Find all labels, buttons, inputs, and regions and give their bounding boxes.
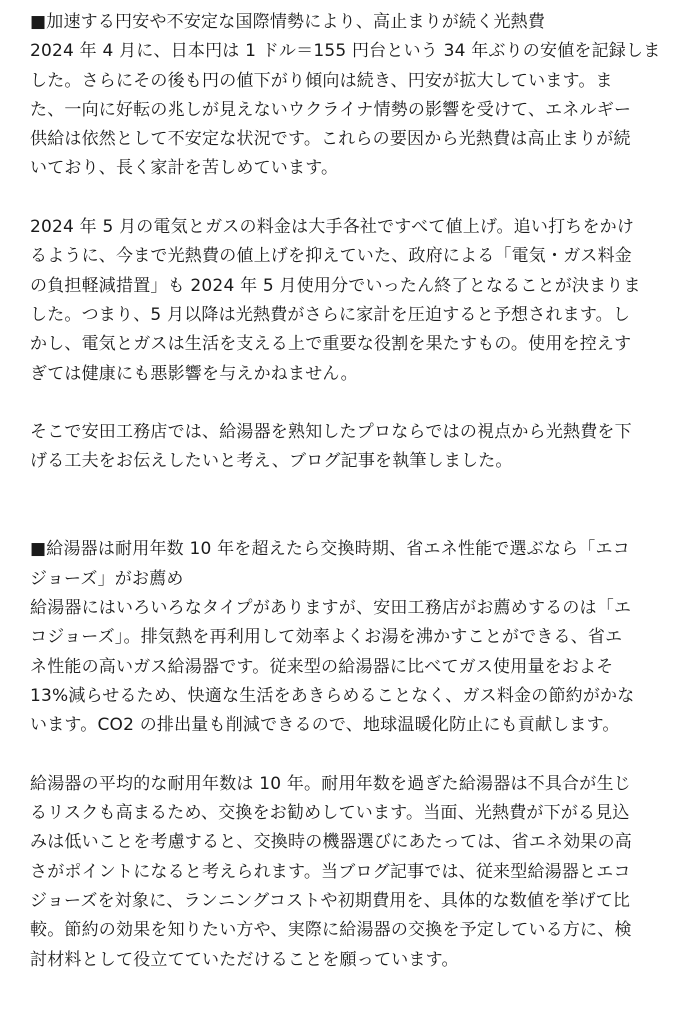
text-line: 供給は依然として不安定な状況です。これらの要因から光熱費は高止まりが続 [30,129,631,150]
text-line: 給湯器にはいろいろなタイプがありますが、安田工務店がお薦めするのは「エ [30,597,632,618]
text-line: かし、電気とガスは生活を支える上で重要な役割を果たすもの。使用を控えす [30,334,632,355]
blank-line [30,184,666,213]
section-electricity-costs [30,8,666,477]
section-heading-continued: ジョーズ」がお薦め [30,568,184,589]
section-gap [30,477,666,536]
text-line: るリスクも高まるため、交換をお勧めしています。当面、光熱費が下がる見込 [30,803,630,824]
text-line: ジョーズを対象に、ランニングコストや初期費用を、具体的な数値を挙げて比 [30,890,631,911]
text-line: げる工夫をお伝えしたいと考え、ブログ記事を執筆しました。 [30,451,513,472]
text-line: た、一向に好転の兆しが見えないウクライナ情勢の影響を受けて、エネルギー [30,99,632,120]
paragraph [30,418,666,477]
text-line: 討材料として役立てていただけることを願っています。 [30,949,459,970]
text-line: ネ性能の高いガス給湯器です。従来型の給湯器に比べてガス使用量をおよそ [30,656,614,677]
text-line: さがポイントになると考えられます。当ブログ記事では、従来型給湯器とエコ [30,861,631,882]
text-line: 2024 年 5 月の電気とガスの料金は大手各社ですべて値上げ。追い打ちをかけ [30,217,635,238]
text-line: ぎては健康にも悪影響を与えかねません。 [30,363,358,384]
text-line: るように、今まで光熱費の値上げを抑えていた、政府による「電気・ガス料金 [30,246,632,267]
text-line: 2024 年 4 月に、日本円は 1 ドル＝155 円台という 34 年ぶりの安値を記録しま [30,41,661,62]
text-line: した。さらにその後も円の値下がり傾向は続き、円安が拡大しています。ま [30,70,613,91]
paragraph [30,37,666,183]
text-line: 13%減らせるため、快適な生活をあきらめることなく、ガス料金の節約がかな [30,685,635,706]
text-line: 較。節約の効果を知りたい方や、実際に給湯器の交換を予定している方に、検 [30,920,632,941]
text-line: コジョーズ」。排気熱を再利用して効率よくお湯を沸かすことができる、省エ [30,627,623,648]
text-line: います。CO2 の排出量も削減できるので、地球温暖化防止にも貢献します。 [30,715,620,736]
text-line: そこで安田工務店では、給湯器を熟知したプロならではの視点から光熱費を下 [30,422,632,443]
text-line: 給湯器の平均的な耐用年数は 10 年。耐用年数を過ぎた給湯器は不具合が生じ [30,773,631,794]
section-water-heater [30,535,666,974]
text-line: の負担軽減措置」も 2024 年 5 月使用分でいったん終了となることが決まりま [30,275,641,296]
text-line: した。つまり、5 月以降は光熱費がさらに家計を圧迫すると予想されます。し [30,304,631,325]
section-heading: ■加速する円安や不安定な国際情勢により、高止まりが続く光熱費 [30,12,546,32]
paragraph [30,594,666,740]
paragraph [30,770,666,975]
blank-line [30,740,666,769]
text-line: いており、長く家計を苦しめています。 [30,158,339,179]
text-line: みは低いことを考慮すると、交換時の機器選びにあたっては、省エネ効果の高 [30,832,632,853]
document-page [30,8,666,975]
blank-line [30,389,666,418]
paragraph [30,213,666,389]
section-heading: ■給湯器は耐用年数 10 年を超えたら交換時期、省エネ性能で選ぶなら「エコ [30,539,630,560]
